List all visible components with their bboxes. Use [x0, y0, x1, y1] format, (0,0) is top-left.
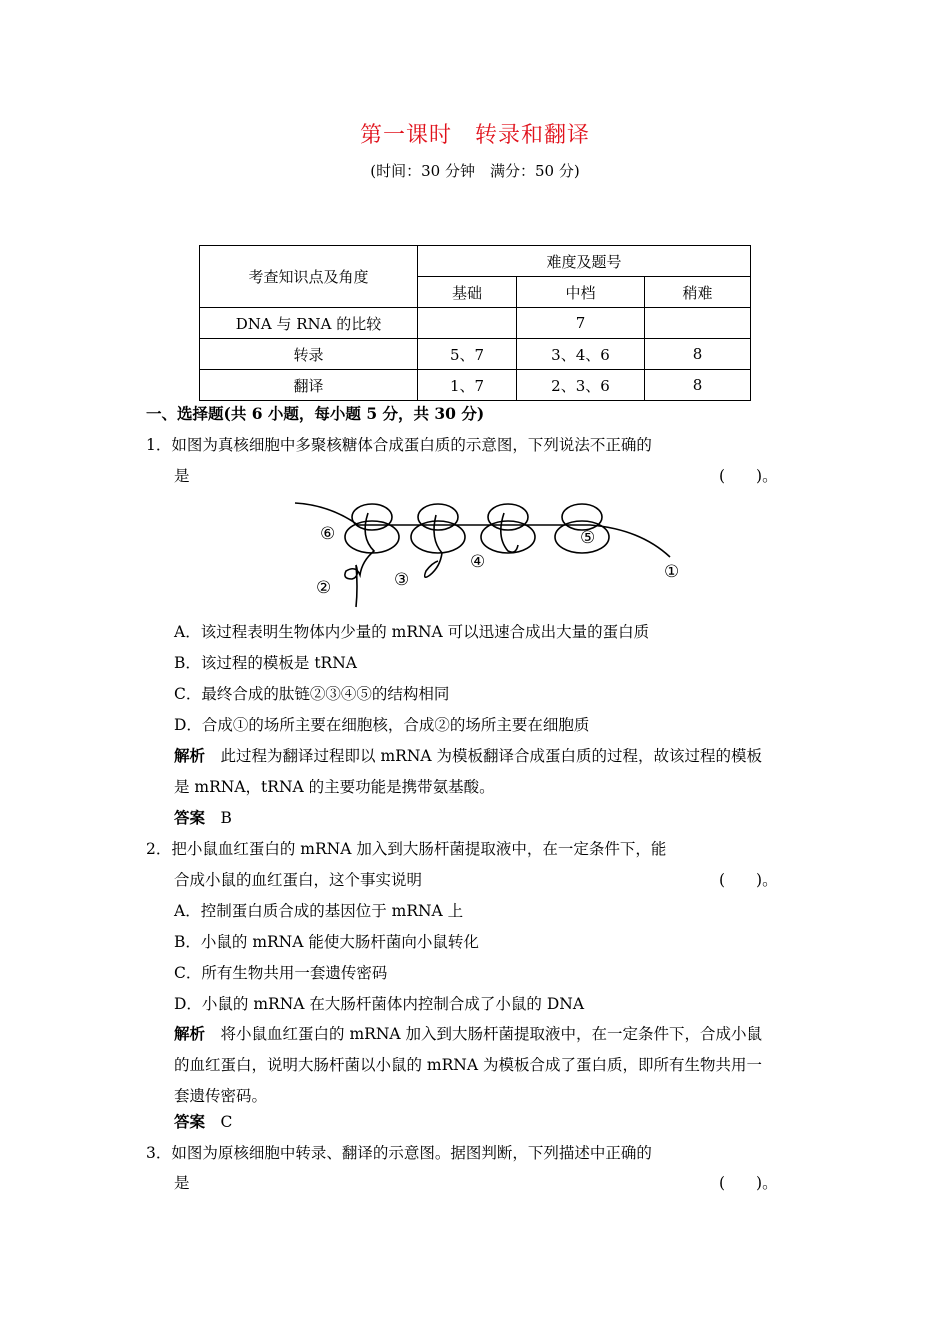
table-cell-medium: 2、3、6: [517, 370, 645, 401]
table-row: [200, 308, 751, 339]
q1-option-a: A．该过程表明生物体内少量的 mRNA 可以迅速合成出大量的蛋白质: [174, 623, 650, 641]
q2-option-c: C．所有生物共用一套遗传密码: [174, 964, 388, 982]
ribosome-2: [411, 504, 465, 577]
q1-analysis-line2: 是 mRNA，tRNA 的主要功能是携带氨基酸。: [174, 778, 495, 796]
table-cell-basic: [418, 308, 517, 339]
ribosome-3: [481, 504, 535, 553]
table-cell-hard: 8: [645, 339, 751, 370]
q2-analysis-line3: 套遗传密码。: [174, 1087, 268, 1105]
q2-stem-line1: 2．把小鼠血红蛋白的 mRNA 加入到大肠杆菌提取液中，在一定条件下，能: [146, 840, 667, 858]
ribosome-1: [345, 504, 399, 607]
q1-option-c: C．最终合成的肽链②③④⑤的结构相同: [174, 685, 450, 703]
q1-answer: 答案 B: [174, 808, 232, 827]
q1-answer-label: 答案: [174, 808, 206, 827]
q2-answer: 答案 C: [174, 1112, 233, 1131]
section-heading: 一、选择题(共 6 小题，每小题 5 分，共 30 分): [146, 404, 485, 423]
table-head-difficulty: 难度及题号: [418, 246, 751, 277]
table-cell-basic: 1、7: [418, 370, 517, 401]
q2-option-a: A．控制蛋白质合成的基因位于 mRNA 上: [174, 902, 464, 920]
table-cell-hard: 8: [645, 370, 751, 401]
knowledge-table: [199, 245, 751, 401]
mrna-strand: [295, 503, 670, 557]
q3-stem-line2: 是: [174, 1174, 190, 1192]
q1-analysis-label: 解析: [174, 746, 206, 765]
q3-answer-paren: ( )。: [719, 1174, 778, 1192]
q1-option-b: B．该过程的模板是 tRNA: [174, 654, 357, 672]
q1-stem-line1: 1．如图为真核细胞中多聚核糖体合成蛋白质的示意图，下列说法不正确的: [146, 436, 652, 454]
q1-answer-paren: ( )。: [719, 467, 778, 485]
figure-label-4: ④: [470, 552, 486, 572]
q2-stem-line2: 合成小鼠的血红蛋白，这个事实说明: [174, 871, 423, 889]
page-subtitle: (时间：30 分钟 满分：50 分): [370, 162, 580, 180]
table-cell-medium: 3、4、6: [517, 339, 645, 370]
table-level-medium: 中档: [517, 277, 645, 308]
q2-analysis-line2: 的血红蛋白，说明大肠杆菌以小鼠的 mRNA 为模板合成了蛋白质，即所有生物共用一: [174, 1056, 762, 1074]
q2-option-b: B．小鼠的 mRNA 能使大肠杆菌向小鼠转化: [174, 933, 479, 951]
figure-label-2: ②: [316, 578, 332, 598]
q2-answer-label: 答案: [174, 1112, 206, 1131]
table-cell-topic: 转录: [200, 339, 418, 370]
q1-option-d: D．合成①的场所主要在细胞核，合成②的场所主要在细胞质: [174, 716, 590, 734]
table-cell-medium: 7: [517, 308, 645, 339]
figure-label-5: ⑤: [580, 528, 596, 548]
q2-answer-paren: ( )。: [719, 871, 778, 889]
table-cell-topic: 翻译: [200, 370, 418, 401]
q1-stem-line2: 是: [174, 467, 190, 485]
page-title: 第一课时 转录和翻译: [359, 123, 590, 148]
table-head-topic: 考查知识点及角度: [200, 246, 418, 308]
table-level-basic: 基础: [418, 277, 517, 308]
q2-option-d: D．小鼠的 mRNA 在大肠杆菌体内控制合成了小鼠的 DNA: [174, 995, 585, 1013]
table-level-hard: 稍难: [645, 277, 751, 308]
table-cell-basic: 5、7: [418, 339, 517, 370]
table-cell-hard: [645, 308, 751, 339]
figure-label-1: ①: [664, 562, 680, 582]
table-row: [200, 370, 751, 401]
q1-analysis-line1: 解析 此过程为翻译过程即以 mRNA 为模板翻译合成蛋白质的过程，故该过程的模板: [174, 746, 763, 765]
q3-stem-line1: 3．如图为原核细胞中转录、翻译的示意图。据图判断，下列描述中正确的: [146, 1144, 652, 1162]
polyribosome-figure: [290, 495, 700, 615]
table-cell-topic: DNA 与 RNA 的比较: [200, 308, 418, 339]
table-row: [200, 339, 751, 370]
figure-label-3: ③: [394, 570, 410, 590]
q2-analysis-label: 解析: [174, 1024, 206, 1043]
q2-analysis-line1: 解析 将小鼠血红蛋白的 mRNA 加入到大肠杆菌提取液中，在一定条件下，合成小鼠: [174, 1024, 763, 1043]
figure-label-6: ⑥: [320, 524, 336, 544]
